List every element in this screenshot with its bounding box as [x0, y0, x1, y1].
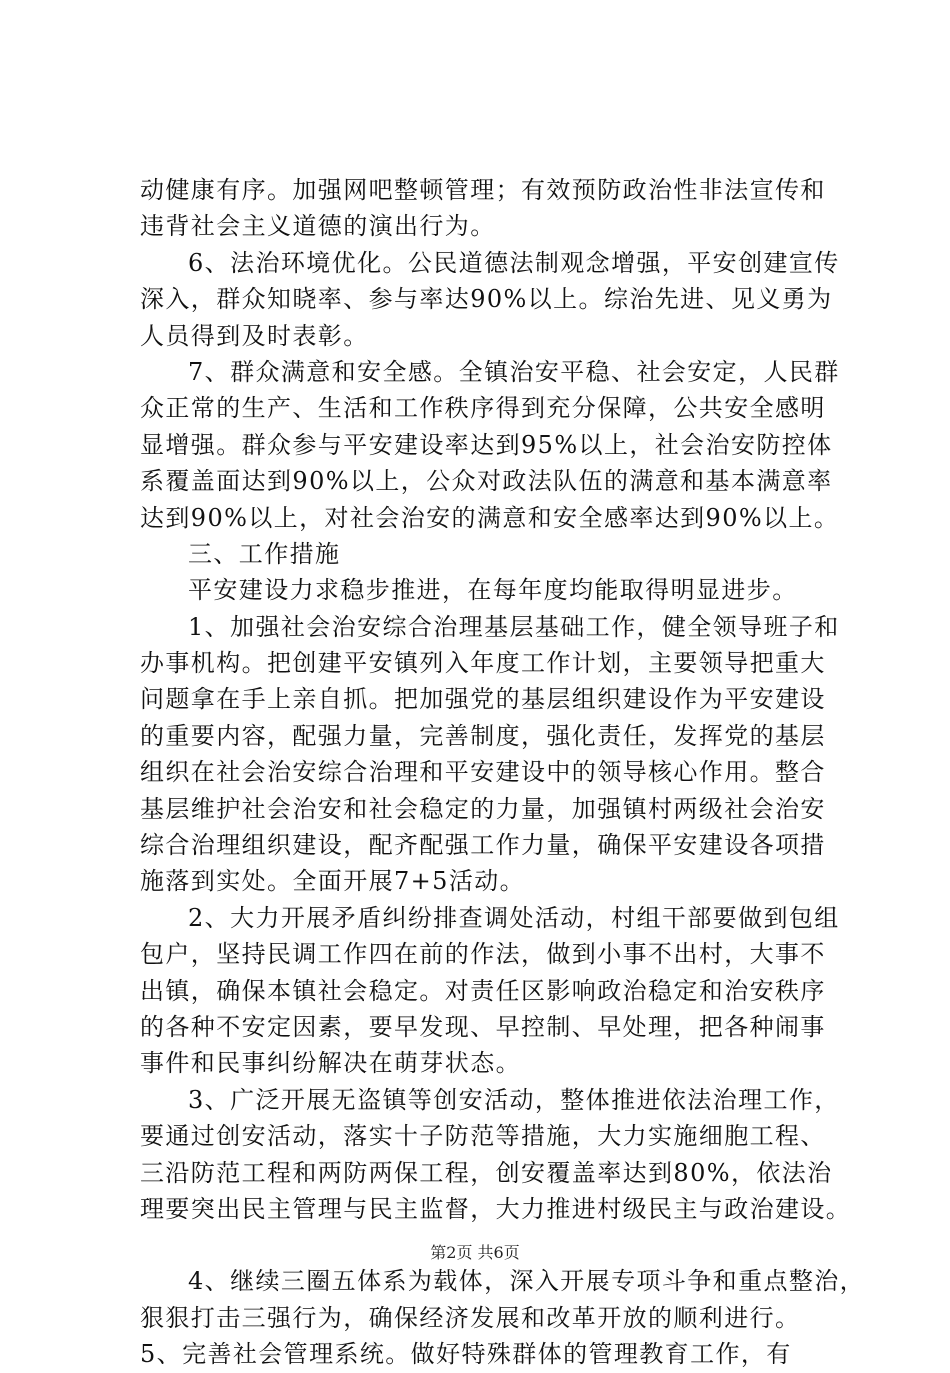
text-line: 办事机构。把创建平安镇列入年度工作计划，主要领导把重大	[140, 649, 826, 678]
text-line: 显增强。群众参与平安建设率达到95%以上，社会治安防控体	[140, 430, 833, 459]
text-line: 三沿防范工程和两防两保工程，创安覆盖率达到80%，依法治	[140, 1158, 833, 1187]
text-line: 要通过创安活动，落实十子防范等措施，大力实施细胞工程、	[140, 1122, 826, 1151]
text-line: 施落到实处。全面开展7+5活动。	[140, 867, 526, 896]
measure-5-heading: 5、完善社会管理系统。做好特殊群体的管理教育工作，有	[140, 1340, 792, 1369]
text-line: 组织在社会治安综合治理和平安建设中的领导核心作用。整合	[140, 758, 826, 787]
measure-4-heading: 4、继续三圈五体系为载体，深入开展专项斗争和重点整治，	[188, 1267, 866, 1296]
text-line: 的各种不安定因素，要早发现、早控制、早处理，把各种闹事	[140, 1012, 826, 1041]
text-line: 狠狠打击三强行为，确保经济发展和改革开放的顺利进行。	[140, 1303, 801, 1332]
measure-2-heading: 2、大力开展矛盾纠纷排查调处活动，村组干部要做到包组	[188, 903, 840, 932]
text-line: 基层维护社会治安和社会稳定的力量，加强镇村两级社会治安	[140, 794, 826, 823]
section-heading-work-measures: 三、工作措施	[188, 539, 341, 568]
text-line: 包户，坚持民调工作四在前的作法，做到小事不出村，大事不	[140, 940, 826, 969]
text-line: 人员得到及时表彰。	[140, 321, 369, 350]
text-line: 理要突出民主管理与民主监督，大力推进村级民主与政治建设。	[140, 1194, 852, 1223]
text-line: 系覆盖面达到90%以上，公众对政法队伍的满意和基本满意率	[140, 467, 833, 496]
paragraph-6-heading: 6、法治环境优化。公民道德法制观念增强，平安创建宣传	[188, 248, 840, 277]
text-line: 深入，群众知晓率、参与率达90%以上。综治先进、见义勇为	[140, 285, 833, 314]
text-line: 达到90%以上，对社会治安的满意和安全感率达到90%以上。	[140, 503, 840, 532]
paragraph-7-heading: 7、群众满意和安全感。全镇治安平稳、社会安定，人民群	[188, 357, 840, 386]
text-line: 违背社会主义道德的演出行为。	[140, 212, 496, 241]
text-line: 动健康有序。加强网吧整顿管理；有效预防政治性非法宣传和	[140, 176, 826, 204]
page-footer: 第2页 共6页	[430, 1243, 520, 1262]
text-line: 的重要内容，配强力量，完善制度，强化责任，发挥党的基层	[140, 721, 826, 750]
text-line: 众正常的生产、生活和工作秩序得到充分保障，公共安全感明	[140, 394, 826, 423]
document-body	[140, 172, 866, 1373]
measure-3-heading: 3、广泛开展无盗镇等创安活动，整体推进依法治理工作，	[188, 1085, 840, 1114]
text-line: 平安建设力求稳步推进，在每年度均能取得明显进步。	[188, 576, 798, 605]
measure-1-heading: 1、加强社会治安综合治理基层基础工作，健全领导班子和	[188, 612, 840, 641]
text-line: 出镇，确保本镇社会稳定。对责任区影响政治稳定和治安秩序	[140, 976, 826, 1005]
text-line: 事件和民事纠纷解决在萌芽状态。	[140, 1049, 521, 1078]
text-line: 问题拿在手上亲自抓。把加强党的基层组织建设作为平安建设	[140, 685, 826, 714]
text-line: 综合治理组织建设，配齐配强工作力量，确保平安建设各项措	[140, 831, 826, 860]
